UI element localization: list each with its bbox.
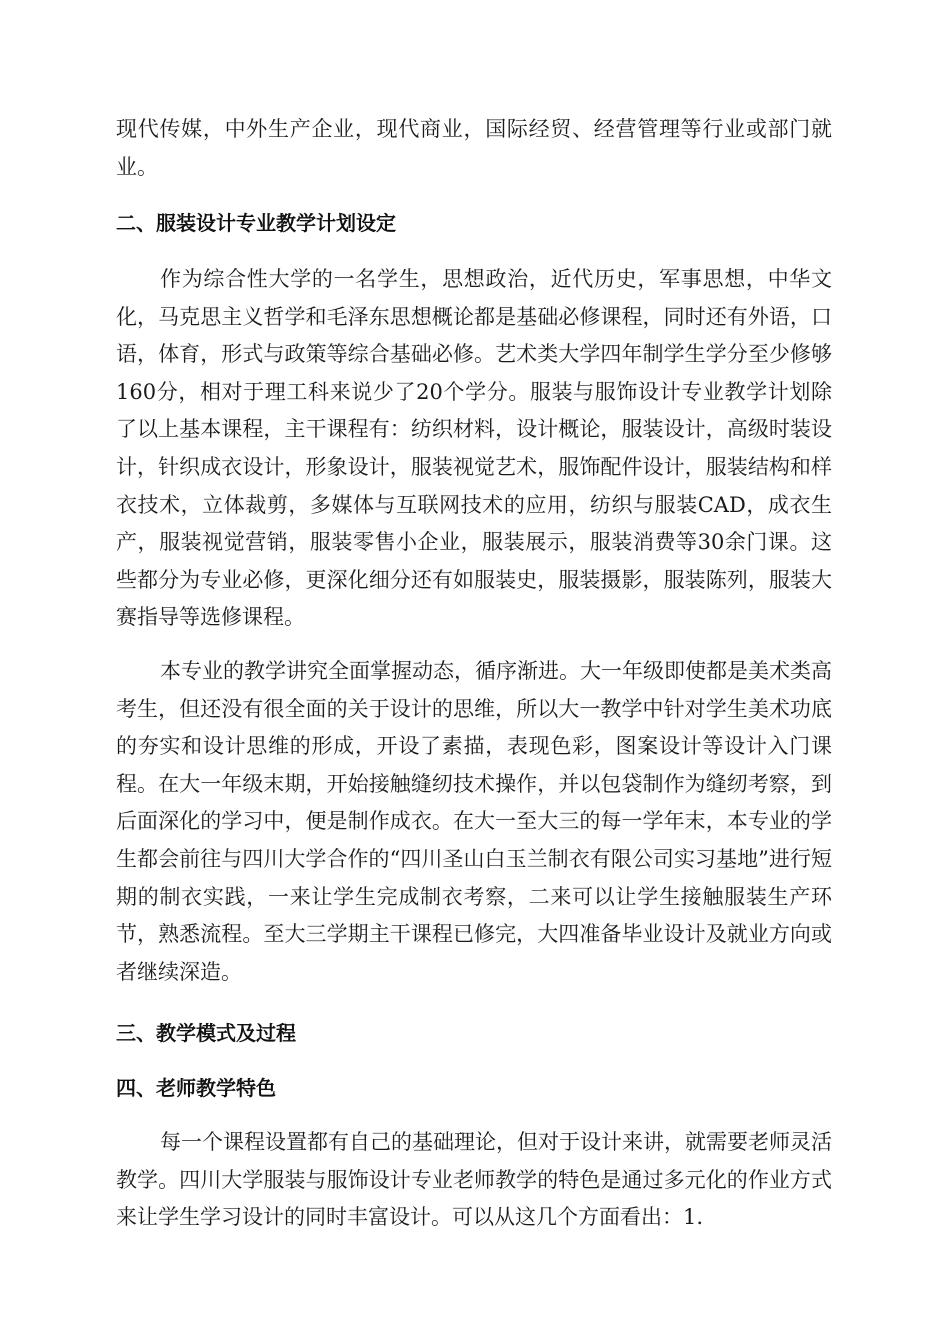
section-2-paragraph-1: 作为综合性大学的一名学生，思想政治，近代历史，军事思想，中华文化，马克思主义哲学和毛泽东思想概论都是基础必修课程，同时还有外语，口语，体育，形式与政策等综合基础必修。艺术类大学四年制学生学分至少修够160分，相对于理工科来说少了20个学分。服装与服饰设计专业教学计划除了以上基本课程，主干课程有：纺织材料，设计概论，服装设计，高级时装设计，针织成衣设计，形象设计，服装视觉艺术，服饰配件设计，服装结构和样衣技术，立体裁剪，多媒体与互联网技术的应用，纺织与服装CAD，成衣生产，服装视觉营销，服装零售小企业，服装展示，服装消费等30余门课。这些都分为专业必修，更深化细分还有如服装史，服装摄影，服装陈列，服装大赛指导等选修课程。 <box>116 267 832 630</box>
section-heading-2: 二、服装设计专业教学计划设定 <box>116 211 396 235</box>
section-heading-3: 三、教学模式及过程 <box>116 1021 296 1045</box>
section-heading-4: 四、老师教学特色 <box>116 1076 276 1100</box>
section-2-paragraph-2: 本专业的教学讲究全面掌握动态，循序渐进。大一年级即使都是美术类高考生，但还没有很全面的关于设计的思维，所以大一教学中针对学生美术功底的夯实和设计思维的形成，开设了素描，表现色彩，图案设计等设计入门课程。在大一年级末期，开始接触缝纫技术操作，并以包袋制作为缝纫考察，到后面深化的学习中，便是制作成衣。在大一至大三的每一学年末，本专业的学生都会前往与四川大学合作的“四川圣山白玉兰制衣有限公司实习基地”进行短期的制衣实践，一来让学生完成制衣考察，二来可以让学生接触服装生产环节，熟悉流程。至大三学期主干课程已修完，大四准备毕业设计及就业方向或者继续深造。 <box>116 659 832 984</box>
section-4-paragraph-1: 每一个课程设置都有自己的基础理论，但对于设计来讲，就需要老师灵活教学。四川大学服装与服饰设计专业老师教学的特色是通过多元化的作业方式来让学生学习设计的同时丰富设计。可以从这几个方面看出：1. <box>116 1130 832 1230</box>
continuation-paragraph: 现代传媒，中外生产企业，现代商业，国际经贸、经营管理等行业或部门就业。 <box>116 117 832 179</box>
